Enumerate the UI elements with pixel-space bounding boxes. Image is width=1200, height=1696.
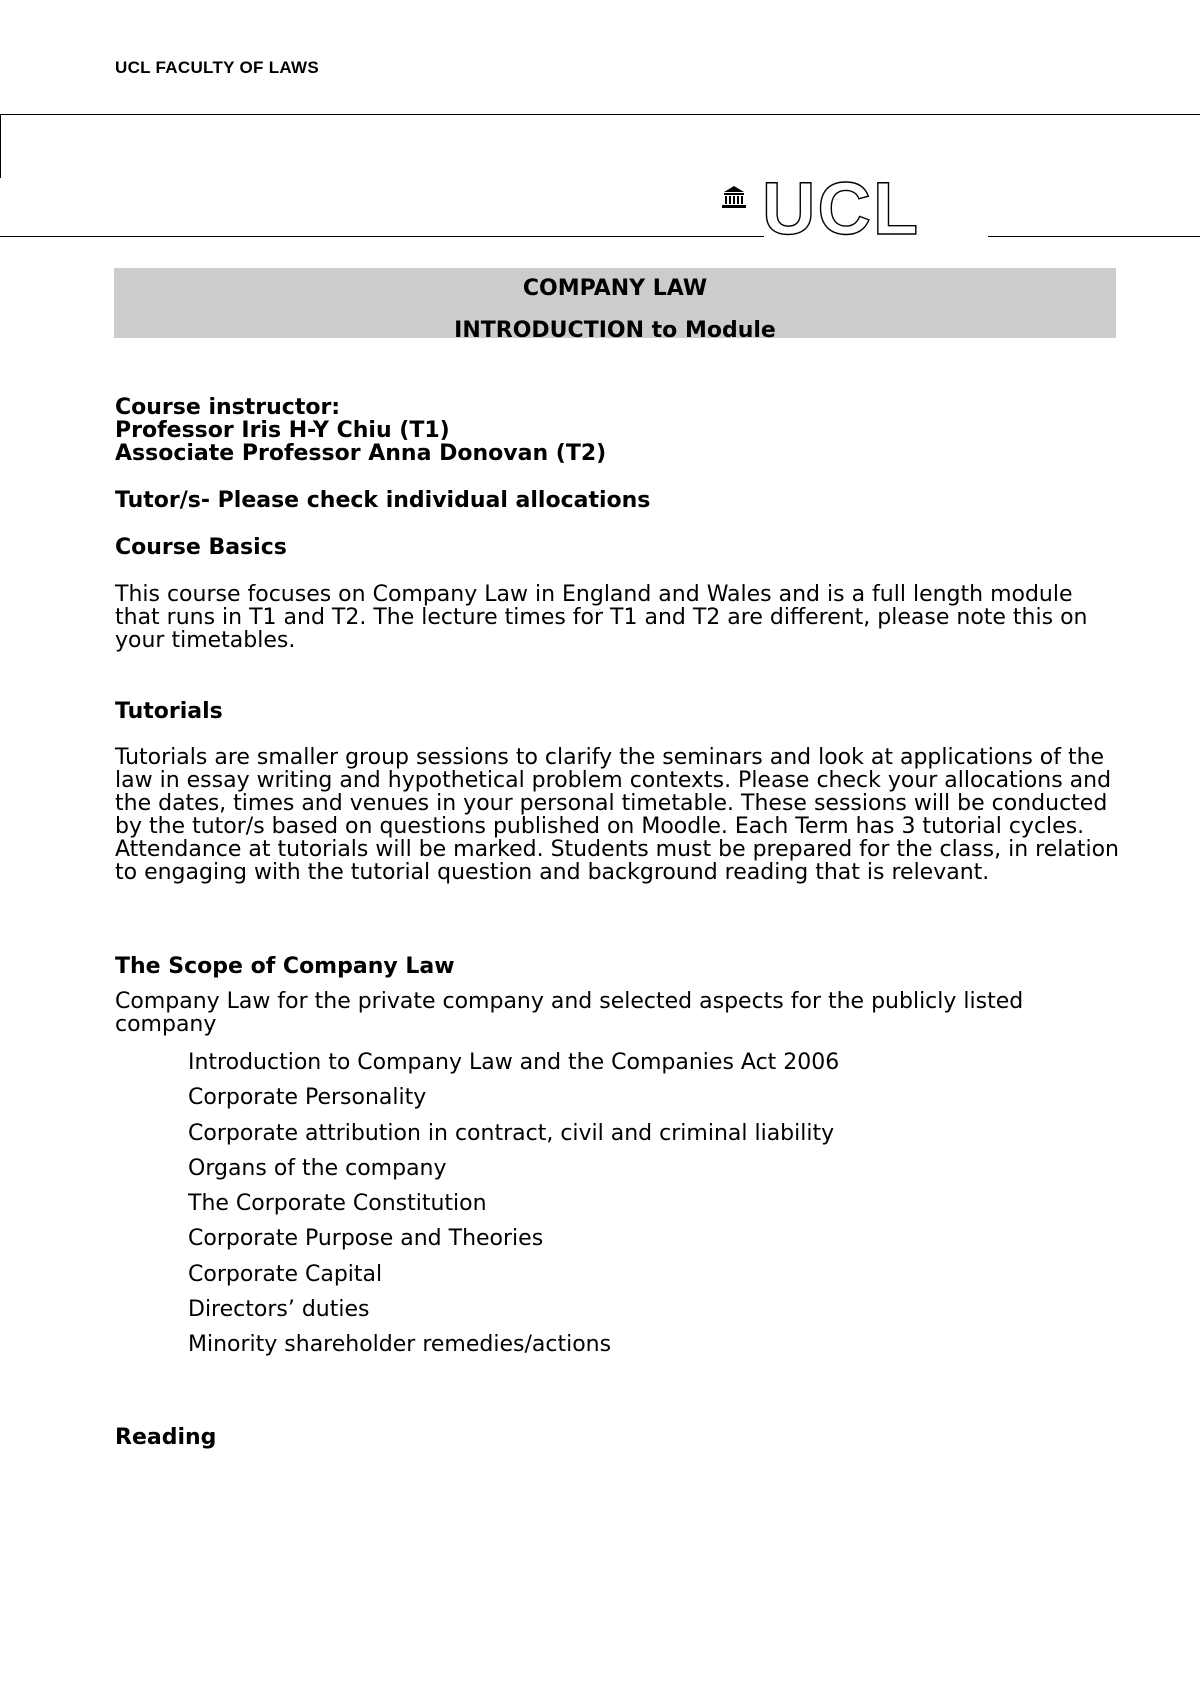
list-item: Corporate Purpose and Theories <box>188 1226 544 1252</box>
instructor-name: Associate Professor Anna Donovan (T2) <box>115 441 607 466</box>
logo-text: UCL <box>762 178 921 242</box>
header-rule-top <box>0 114 1200 115</box>
course-title: COMPANY LAW <box>522 276 708 301</box>
scope-intro: Company Law for the private company and selected aspects for the publicly listed company <box>115 989 1024 1037</box>
tutors-line: Tutor/s- Please check individual allocations <box>115 488 651 513</box>
portico-icon <box>722 186 746 208</box>
instructor-name: Professor Iris H-Y Chiu (T1) <box>115 418 450 443</box>
list-item: Corporate Capital <box>188 1261 383 1287</box>
course-basics-text: This course focuses on Company Law in England and Wales and is a full length module that runs in T1 and T2. The lecture times for T1 and T2 are different, please note this on your timetables. <box>115 582 1088 653</box>
topic-list <box>188 1045 839 1363</box>
list-item: Directors’ duties <box>188 1297 370 1323</box>
list-item: Introduction to Company Law and the Companies Act 2006 <box>188 1050 840 1075</box>
ucl-logo <box>720 178 1000 242</box>
instructor-heading: Course instructor: <box>115 395 341 420</box>
list-item: Corporate attribution in contract, civil and criminal liability <box>188 1120 835 1146</box>
faculty-header: UCL FACULTY OF LAWS <box>115 58 320 77</box>
title-band <box>114 268 1116 343</box>
list-item: The Corporate Constitution <box>188 1191 487 1217</box>
header-rule-bottom <box>0 236 764 237</box>
tutorials-text: Tutorials are smaller group sessions to clarify the seminars and look at applications of the law in essay writing and hypothetical problem contexts. Please check your allocations and the dates, times and venues in your personal timetable. These sessions will be conducted by the tutor/s based on questions published on Moodle. Each Term has 3 tutorial cycles. Attendance at tutorials will be marked. Students must be prepared for the class, in relation to engaging with the tutorial question and background reading that is relevant. <box>115 745 1119 885</box>
course-subtitle: INTRODUCTION to Module <box>454 318 776 343</box>
course-basics-heading: Course Basics <box>115 535 287 560</box>
list-item: Minority shareholder remedies/actions <box>188 1332 612 1358</box>
scope-heading: The Scope of Company Law <box>115 954 455 979</box>
reading-heading: Reading <box>115 1425 217 1450</box>
header-rule-bottom-right <box>988 236 1200 237</box>
header-rule-left <box>0 114 1 178</box>
tutorials-heading: Tutorials <box>115 699 223 724</box>
list-item: Corporate Personality <box>188 1085 427 1111</box>
list-item: Organs of the company <box>188 1155 447 1181</box>
